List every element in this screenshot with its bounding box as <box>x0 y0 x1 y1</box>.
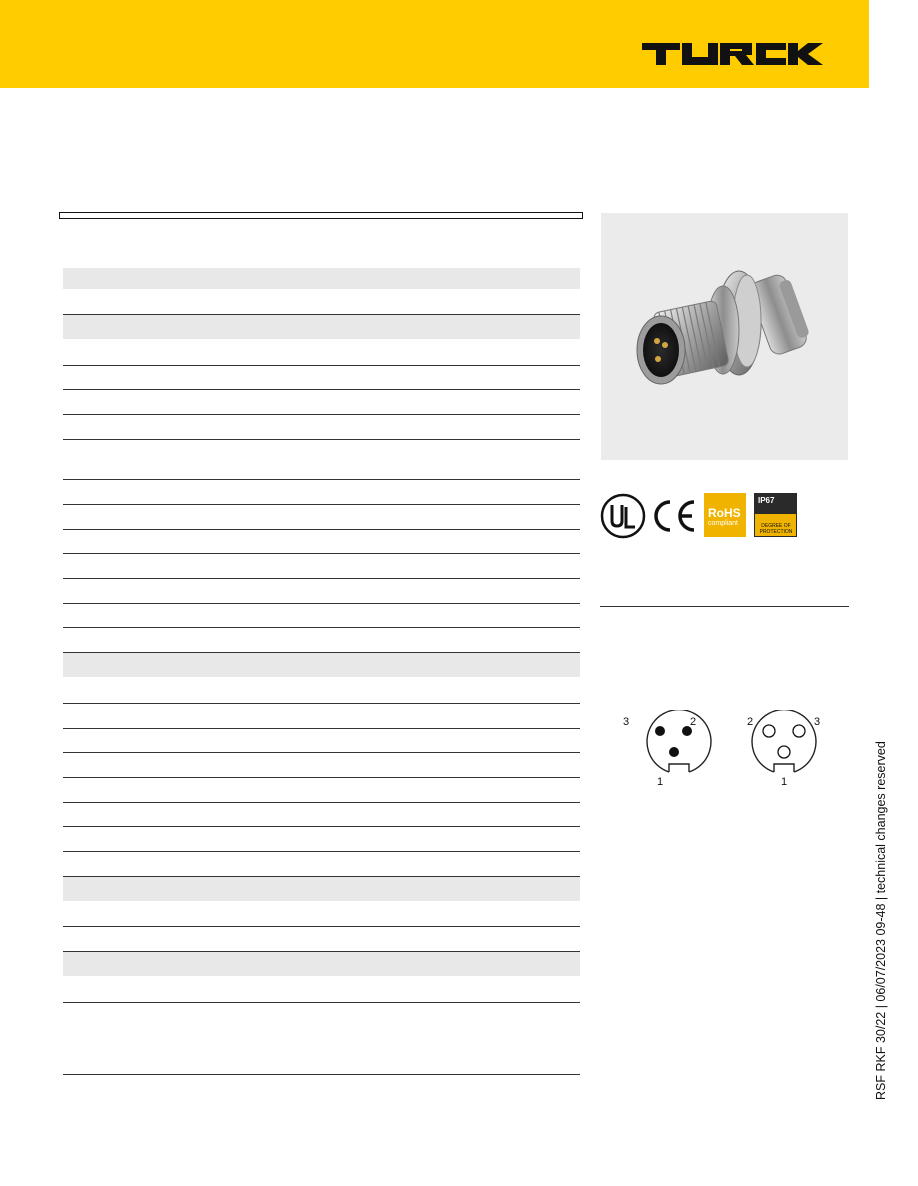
certification-marks <box>600 491 800 541</box>
title-box <box>59 212 583 219</box>
document-footer-side: RSF RKF 30/22 | 06/07/2023 09-48 | technical changes reserved <box>874 741 888 1100</box>
table-row <box>63 554 580 579</box>
table-row <box>63 1003 580 1075</box>
table-row <box>63 289 580 315</box>
ip67-subtext: DEGREE OF PROTECTION <box>759 523 793 535</box>
rohs-subtext: compliant <box>708 520 738 527</box>
table-row <box>63 339 580 366</box>
table-row <box>63 530 580 554</box>
pin-diagram-male <box>618 710 728 790</box>
pin-label: 1 <box>657 776 664 788</box>
table-section-row <box>63 315 580 339</box>
table-row <box>63 729 580 753</box>
table-row <box>63 704 580 729</box>
table-row <box>63 390 580 415</box>
product-photo <box>601 213 848 460</box>
pin-diagram-female <box>742 710 852 790</box>
ul-mark <box>600 493 646 539</box>
table-row <box>63 927 580 952</box>
table-row <box>63 505 580 530</box>
pin-label: 2 <box>747 716 754 728</box>
ip67-mark <box>754 493 797 537</box>
pin-label: 3 <box>814 716 821 728</box>
table-row <box>63 976 580 1003</box>
table-row <box>63 803 580 827</box>
table-row <box>63 480 580 505</box>
rohs-text: RoHS <box>708 506 741 520</box>
ce-mark <box>650 499 698 533</box>
table-row <box>63 604 580 628</box>
table-row <box>63 415 580 440</box>
rohs-mark <box>704 493 746 537</box>
table-section-row <box>63 877 580 901</box>
pin-label: 1 <box>781 776 788 788</box>
table-row <box>63 440 580 480</box>
table-row <box>63 901 580 927</box>
table-section-row <box>63 268 580 289</box>
table-row <box>63 366 580 390</box>
turck-logo <box>642 43 823 65</box>
pin-label: 2 <box>690 716 697 728</box>
table-row <box>63 827 580 852</box>
ip67-text: IP67 <box>758 496 775 505</box>
table-row <box>63 852 580 877</box>
table-row <box>63 778 580 803</box>
table-section-row <box>63 653 580 677</box>
table-section-row <box>63 952 580 976</box>
table-row <box>63 579 580 604</box>
table-row <box>63 677 580 704</box>
table-row <box>63 628 580 653</box>
pin-label: 3 <box>623 716 630 728</box>
right-column-divider <box>600 606 849 607</box>
table-row <box>63 753 580 778</box>
